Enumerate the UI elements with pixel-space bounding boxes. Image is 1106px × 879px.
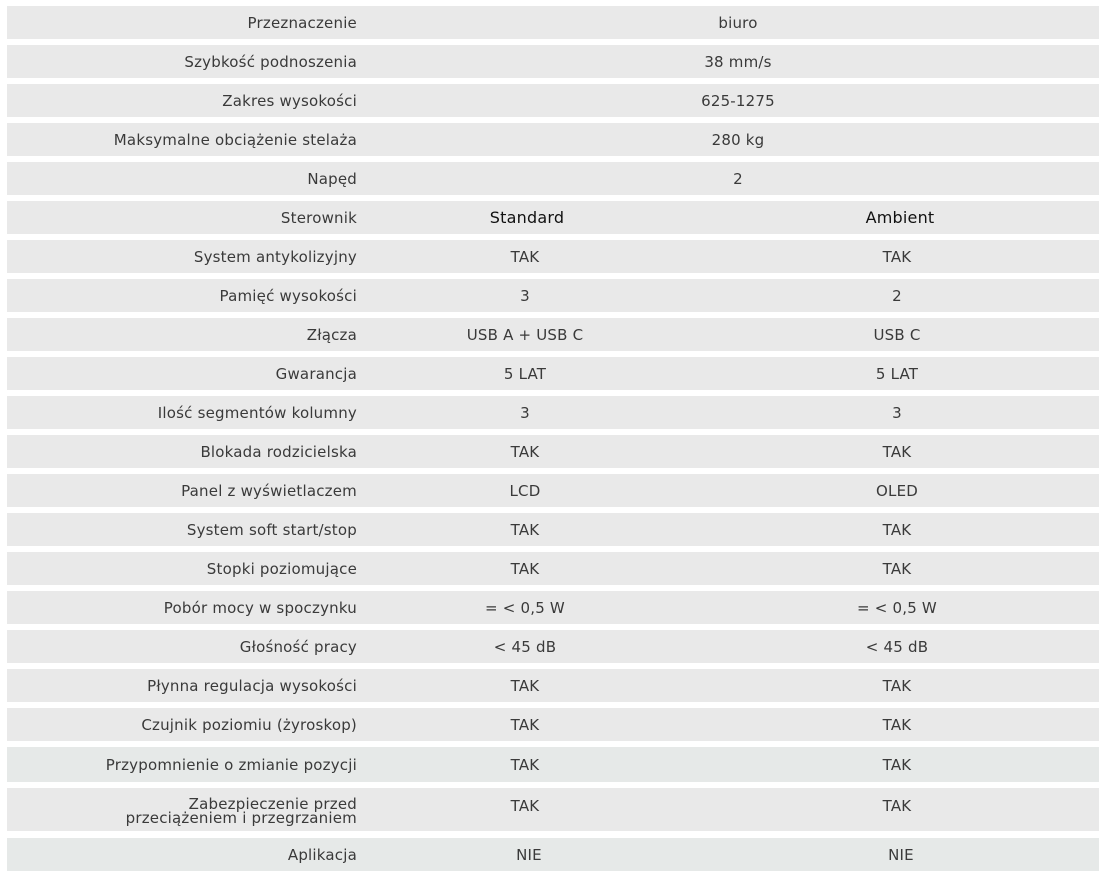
header-col-ambient: Ambient — [865, 208, 935, 227]
spec-row — [7, 474, 1099, 507]
spec-row — [7, 435, 1099, 468]
row-value-ambient: NIE — [888, 845, 914, 864]
row-value-standard: TAK — [510, 755, 540, 774]
row-value-ambient: TAK — [882, 676, 912, 695]
row-value-standard: LCD — [509, 481, 541, 500]
row-label: System soft start/stop — [186, 520, 357, 539]
spec-row — [7, 708, 1099, 741]
spec-row-zakres — [7, 84, 1099, 117]
row-value-ambient: TAK — [882, 520, 912, 539]
row-value-ambient: 5 LAT — [875, 364, 919, 383]
row-value-ambient: 3 — [892, 403, 902, 422]
row-label: Aplikacja — [287, 845, 357, 864]
row-value-standard: = < 0,5 W — [485, 598, 565, 617]
spec-row — [7, 279, 1099, 312]
row-value: biuro — [718, 13, 758, 32]
row-value-standard: TAK — [510, 442, 540, 461]
spec-row — [7, 318, 1099, 351]
row-label: Głośność pracy — [239, 637, 357, 656]
row-value: 280 kg — [711, 130, 765, 149]
spec-row — [7, 240, 1099, 273]
row-label: Panel z wyświetlaczem — [181, 481, 357, 500]
row-value-ambient: TAK — [882, 715, 912, 734]
row-value-standard: TAK — [510, 559, 540, 578]
row-value-ambient: TAK — [882, 442, 912, 461]
spec-row — [7, 630, 1099, 663]
row-value-ambient: USB C — [873, 325, 921, 344]
row-value: 2 — [733, 169, 743, 188]
row-label: Płynna regulacja wysokości — [147, 676, 357, 695]
spec-row-overload — [7, 788, 1099, 831]
row-label: Napęd — [307, 169, 357, 188]
row-value-standard: TAK — [510, 715, 540, 734]
row-value-ambient: < 45 dB — [865, 637, 929, 656]
row-label: Gwarancja — [275, 364, 357, 383]
row-label: Zakres wysokości — [222, 91, 357, 110]
spec-row-obciazenie — [7, 123, 1099, 156]
row-label: Blokada rodzicielska — [200, 442, 357, 461]
row-label: System antykolizyjny — [193, 247, 357, 266]
spec-row — [7, 669, 1099, 702]
row-value-standard: TAK — [510, 797, 540, 815]
spec-header-row — [7, 201, 1099, 234]
row-value-ambient: TAK — [882, 797, 912, 815]
spec-row — [7, 513, 1099, 546]
row-label: Szybkość podnoszenia — [184, 52, 357, 71]
row-value-standard: NIE — [516, 845, 542, 864]
row-value-standard: 3 — [520, 403, 530, 422]
row-value-standard: USB A + USB C — [466, 325, 584, 344]
spec-row — [7, 747, 1099, 782]
row-label-line1: Zabezpieczenie przed — [188, 795, 357, 813]
row-label-line2: przeciążeniem i przegrzaniem — [125, 809, 357, 827]
row-value-standard: < 45 dB — [493, 637, 557, 656]
spec-row-naped — [7, 162, 1099, 195]
row-value-standard: 5 LAT — [503, 364, 547, 383]
row-label: Przypomnienie o zmianie pozycji — [105, 755, 357, 774]
row-label: Czujnik poziomiu (żyroskop) — [141, 715, 357, 734]
header-col-standard: Standard — [489, 208, 565, 227]
row-value: 625-1275 — [701, 91, 775, 110]
row-value-ambient: TAK — [882, 559, 912, 578]
spec-row — [7, 552, 1099, 585]
row-label: Przeznaczenie — [247, 13, 357, 32]
row-value-standard: TAK — [510, 247, 540, 266]
row-label: Złącza — [306, 325, 357, 344]
row-value-ambient: TAK — [882, 247, 912, 266]
spec-row-aplikacja — [7, 838, 1099, 871]
row-label: Stopki poziomujące — [206, 559, 357, 578]
row-value-ambient: = < 0,5 W — [857, 598, 937, 617]
row-label: Maksymalne obciążenie stelaża — [113, 130, 357, 149]
header-label: Sterownik — [280, 208, 357, 227]
row-value-ambient: TAK — [882, 755, 912, 774]
row-label — [7, 788, 357, 831]
row-value-standard: TAK — [510, 520, 540, 539]
row-value-ambient: OLED — [876, 481, 918, 500]
row-label: Ilość segmentów kolumny — [157, 403, 357, 422]
row-label: Pobór mocy w spoczynku — [163, 598, 357, 617]
spec-row-przeznaczenie — [7, 6, 1099, 39]
row-label: Pamięć wysokości — [219, 286, 357, 305]
spec-row — [7, 396, 1099, 429]
row-value-standard: 3 — [520, 286, 530, 305]
spec-row — [7, 357, 1099, 390]
row-value: 38 mm/s — [704, 52, 772, 71]
row-value-standard: TAK — [510, 676, 540, 695]
row-value-ambient: 2 — [892, 286, 902, 305]
spec-row — [7, 591, 1099, 624]
spec-row-szybkosc — [7, 45, 1099, 78]
